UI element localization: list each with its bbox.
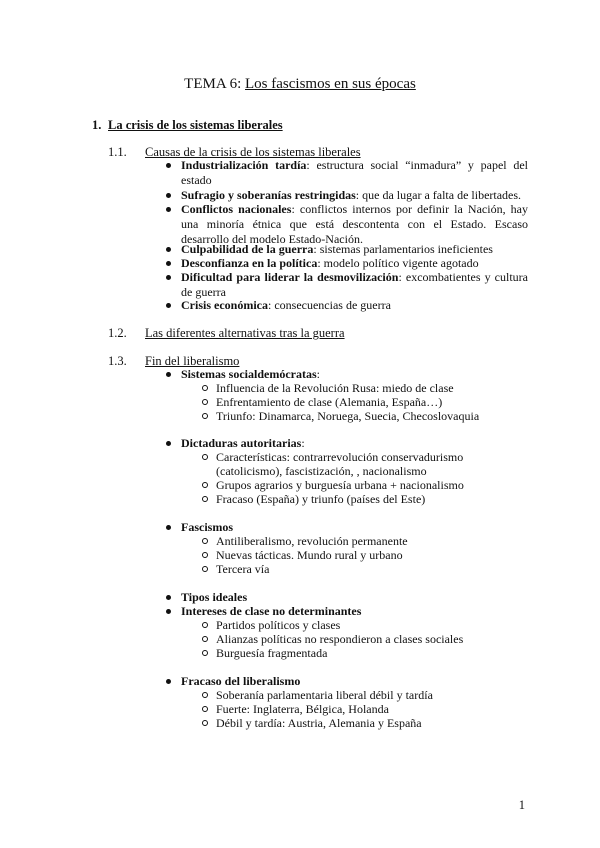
cause-term: Crisis económica bbox=[181, 298, 268, 312]
circle-bullet-icon bbox=[202, 482, 208, 488]
bullet-icon bbox=[166, 261, 171, 266]
list-item: Burguesía fragmentada bbox=[202, 646, 327, 661]
cause-text: : que da lugar a falta de libertades. bbox=[355, 188, 522, 202]
section-number: 1. bbox=[92, 118, 102, 132]
list-item: Alianzas políticas no respondieron a clases sociales bbox=[202, 632, 463, 647]
group-heading bbox=[166, 520, 528, 535]
cause-text: : sistemas parlamentarios ineficientes bbox=[313, 242, 493, 256]
list-item: Triunfo: Dinamarca, Noruega, Suecia, Checoslovaquia bbox=[202, 409, 479, 424]
list-item: Influencia de la Revolución Rusa: miedo de clase bbox=[202, 381, 454, 396]
group-heading bbox=[166, 590, 528, 605]
circle-bullet-icon bbox=[202, 566, 208, 572]
group-heading bbox=[166, 436, 528, 451]
circle-bullet-icon bbox=[202, 538, 208, 544]
cause-item bbox=[166, 242, 528, 257]
subsection-title: Fin del liberalismo bbox=[145, 354, 240, 368]
circle-bullet-icon bbox=[202, 692, 208, 698]
circle-bullet-icon bbox=[202, 720, 208, 726]
cause-item bbox=[166, 158, 528, 188]
list-item: Tercera vía bbox=[202, 562, 269, 577]
group-title: Fascismos bbox=[181, 520, 233, 534]
bullet-icon bbox=[166, 609, 171, 614]
cause-item bbox=[166, 256, 528, 271]
bullet-icon bbox=[166, 193, 171, 198]
bullet-icon bbox=[166, 247, 171, 252]
subsection-title: Causas de la crisis de los sistemas liberales bbox=[145, 145, 361, 159]
group-title-tail: : bbox=[301, 436, 305, 450]
list-item: Grupos agrarios y burguesía urbana + nacionalismo bbox=[202, 478, 464, 493]
section-title: La crisis de los sistemas liberales bbox=[108, 118, 283, 132]
bullet-icon bbox=[166, 275, 171, 280]
cause-term: Desconfianza en la política bbox=[181, 256, 318, 270]
subsection-number: 1.3. bbox=[108, 354, 127, 368]
bullet-icon bbox=[166, 595, 171, 600]
title-main: Los fascismos en sus épocas bbox=[245, 76, 416, 92]
group-heading bbox=[166, 604, 528, 619]
list-item: Fracaso (España) y triunfo (países del Este) bbox=[202, 492, 425, 507]
circle-bullet-icon bbox=[202, 650, 208, 656]
cause-text: : consecuencias de guerra bbox=[267, 298, 391, 312]
list-item: Antiliberalismo, revolución permanente bbox=[202, 534, 408, 549]
group-heading bbox=[166, 367, 528, 382]
group-title: Sistemas socialdemócratas bbox=[181, 367, 317, 381]
title-prefix: TEMA 6: bbox=[184, 76, 246, 92]
subsection-number: 1.1. bbox=[108, 145, 127, 159]
bullet-icon bbox=[166, 207, 171, 212]
list-item: Características: contrarrevolución conservadurismo bbox=[202, 450, 463, 465]
bullet-icon bbox=[166, 372, 171, 377]
list-item: Partidos políticos y clases bbox=[202, 618, 340, 633]
circle-bullet-icon bbox=[202, 496, 208, 502]
circle-bullet-icon bbox=[202, 636, 208, 642]
circle-bullet-icon bbox=[202, 454, 208, 460]
bullet-icon bbox=[166, 441, 171, 446]
list-item: Soberanía parlamentaria liberal débil y tardía bbox=[202, 688, 433, 703]
bullet-icon bbox=[166, 163, 171, 168]
circle-bullet-icon bbox=[202, 399, 208, 405]
list-item: Débil y tardía: Austria, Alemania y España bbox=[202, 716, 422, 731]
cause-item bbox=[166, 202, 528, 246]
group-title: Fracaso del liberalismo bbox=[181, 674, 301, 688]
list-item: Enfrentamiento de clase (Alemania, España…) bbox=[202, 395, 442, 410]
list-item-continuation: (catolicismo), fascistización, , nacionalismo bbox=[216, 464, 427, 478]
cause-term: Dificultad para liderar la desmovilización bbox=[181, 270, 399, 284]
bullet-icon bbox=[166, 525, 171, 530]
list-item: Fuerte: Inglaterra, Bélgica, Holanda bbox=[202, 702, 389, 717]
subsection-title: Las diferentes alternativas tras la guerra bbox=[145, 326, 345, 340]
cause-item bbox=[166, 298, 528, 313]
group-title: Intereses de clase no determinantes bbox=[181, 604, 362, 618]
cause-term: Sufragio y soberanías restringidas bbox=[181, 188, 356, 202]
circle-bullet-icon bbox=[202, 385, 208, 391]
group-title: Dictaduras autoritarias bbox=[181, 436, 302, 450]
cause-text: : excombatientes y cultura de guerra bbox=[181, 270, 528, 299]
cause-item bbox=[166, 270, 528, 300]
bullet-icon bbox=[166, 679, 171, 684]
group-title: Tipos ideales bbox=[181, 590, 248, 604]
list-item: Nuevas tácticas. Mundo rural y urbano bbox=[202, 548, 403, 563]
cause-item bbox=[166, 188, 528, 203]
cause-term: Conflictos nacionales bbox=[181, 202, 292, 216]
group-heading bbox=[166, 674, 528, 689]
cause-text: : modelo político vigente agotado bbox=[317, 256, 479, 270]
circle-bullet-icon bbox=[202, 622, 208, 628]
cause-term: Culpabilidad de la guerra bbox=[181, 242, 314, 256]
page-title bbox=[0, 76, 600, 93]
circle-bullet-icon bbox=[202, 706, 208, 712]
group-title-tail: : bbox=[316, 367, 320, 381]
subsection-1-2-heading bbox=[108, 326, 345, 341]
page-number: 1 bbox=[518, 798, 525, 812]
circle-bullet-icon bbox=[202, 552, 208, 558]
subsection-number: 1.2. bbox=[108, 326, 127, 340]
cause-text: : conflictos internos por definir la Nación, hay una minoría étnica que está descontenta con el Estado. Escaso desarrollo del modelo Estado-Nación. bbox=[181, 202, 529, 246]
bullet-icon bbox=[166, 303, 171, 308]
cause-text: : estructura social “inmadura” y papel del estado bbox=[181, 158, 528, 187]
section-1-heading bbox=[92, 118, 283, 133]
cause-term: Industrialización tardía bbox=[181, 158, 307, 172]
circle-bullet-icon bbox=[202, 413, 208, 419]
